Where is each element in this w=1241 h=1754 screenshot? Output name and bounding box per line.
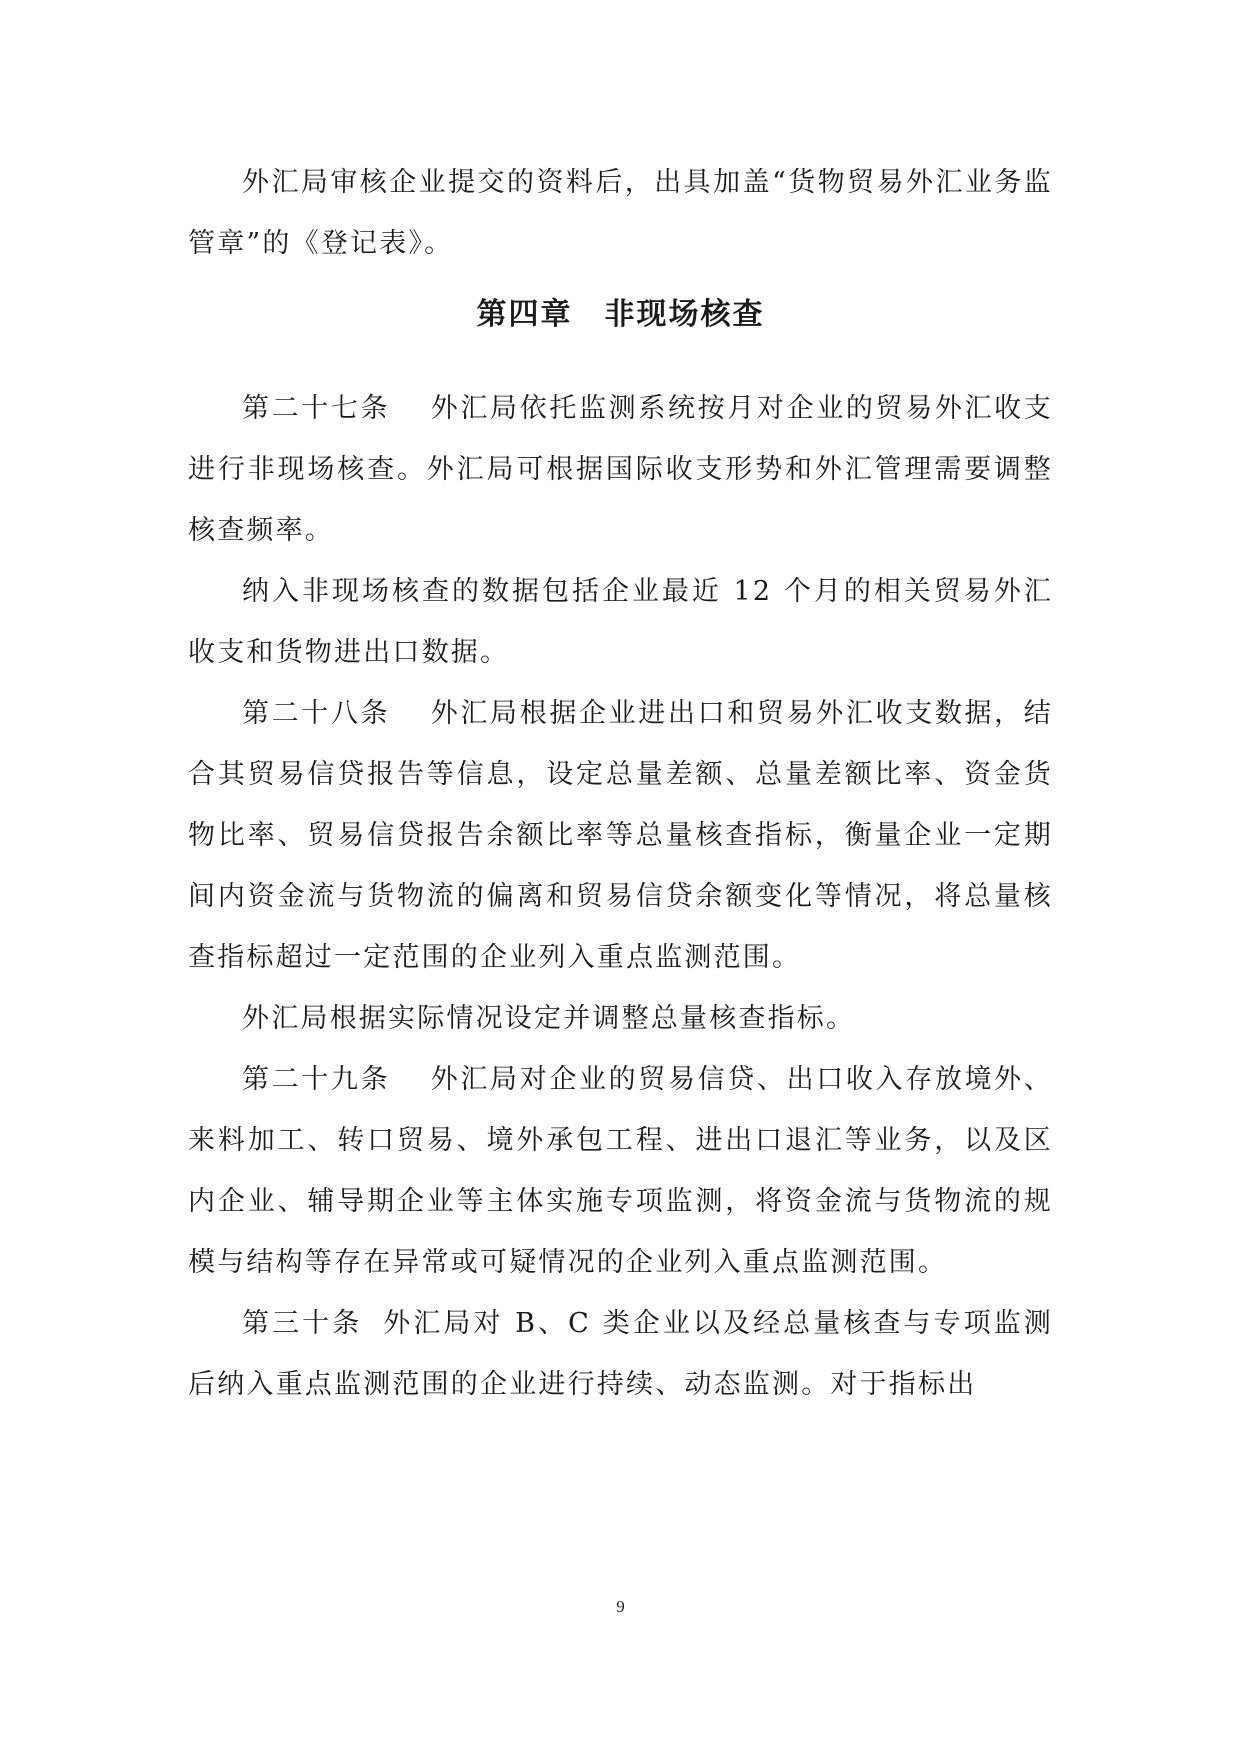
paragraph-text: 外汇局审核企业提交的资料后，出具加盖“货物贸易外汇业务监管章”的《登记表》。 (188, 167, 1053, 259)
article-30-paragraph (188, 1293, 1053, 1415)
page-body (188, 152, 1053, 1415)
article-27-paragraph (188, 378, 1053, 561)
paragraph-text: 纳入非现场核查的数据包括企业最近 12 个月的相关贸易外汇收支和货物进出口数据。 (188, 576, 1053, 668)
article-number: 第二十八条 (242, 698, 391, 729)
article-29-paragraph (188, 1049, 1053, 1293)
paragraph-text: 外汇局根据企业进出口和贸易外汇收支数据，结合其贸易信贷报告等信息，设定总量差额、总量差额比率、资金货物比率、贸易信贷报告余额比率等总量核查指标，衡量企业一定期间内资金流与货物流的偏离和贸易信贷余额变化等情况，将总量核查指标超过一定范围的企业列入重点监测范围。 (188, 698, 1054, 973)
paragraph-text: 外汇局依托监测系统按月对企业的贸易外汇收支进行非现场核查。外汇局可根据国际收支形势和外汇管理需要调整核查频率。 (188, 393, 1054, 546)
paragraph (188, 152, 1053, 274)
article-number: 第二十九条 (242, 1064, 391, 1095)
article-number: 第三十条 (242, 1308, 363, 1339)
paragraph (188, 561, 1053, 683)
article-28-paragraph (188, 683, 1053, 988)
paragraph-text: 外汇局根据实际情况设定并调整总量核查指标。 (242, 1003, 856, 1034)
paragraph (188, 988, 1053, 1049)
paragraph-text: 外汇局对企业的贸易信贷、出口收入存放境外、来料加工、转口贸易、境外承包工程、进出口退汇等业务，以及区内企业、辅导期企业等主体实施专项监测，将资金流与货物流的规模与结构等存在异常或可疑情况的企业列入重点监测范围。 (188, 1064, 1054, 1278)
article-number: 第二十七条 (242, 393, 391, 424)
paragraph-text: 外汇局对 B、C 类企业以及经总量核查与专项监测后纳入重点监测范围的企业进行持续、动态监测。对于指标出 (188, 1308, 1053, 1400)
chapter-heading: 第四章 非现场核查 (476, 297, 765, 332)
page-number: 9 (616, 1597, 625, 1616)
